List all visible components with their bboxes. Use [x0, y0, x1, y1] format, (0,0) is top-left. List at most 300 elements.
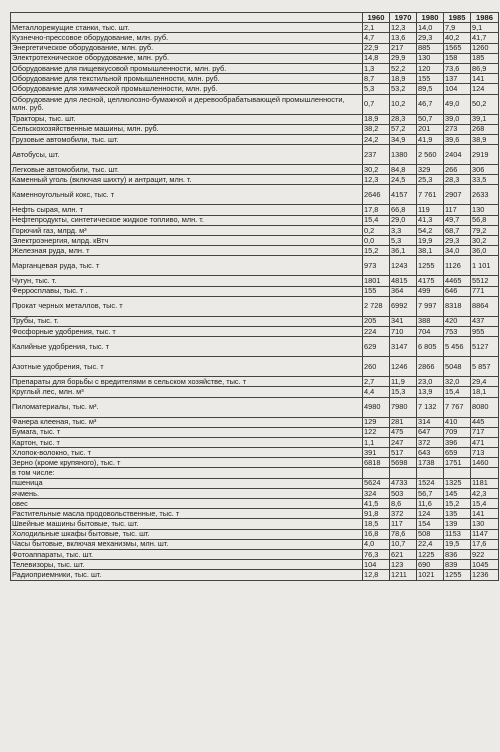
value-cell [363, 468, 390, 478]
value-cell: 19,5 [444, 539, 471, 549]
value-cell: 50,7 [417, 114, 444, 124]
value-cell: 388 [417, 316, 444, 326]
row-label: Холодильные шкафы бытовые, тыс. шт. [11, 529, 363, 539]
value-cell: 7 132 [417, 397, 444, 417]
value-cell: 341 [390, 316, 417, 326]
row-label: Нефтепродукты, синтетическое жидкое топливо, млн. т. [11, 215, 363, 225]
value-cell: 6992 [390, 296, 417, 316]
value-cell: 4,0 [363, 539, 390, 549]
value-cell: 89,5 [417, 84, 444, 94]
value-cell: 120 [417, 63, 444, 73]
value-cell: 646 [444, 286, 471, 296]
table-row [11, 53, 499, 63]
value-cell: 8,7 [363, 74, 390, 84]
table-row [11, 316, 499, 326]
value-cell: 42,3 [471, 488, 499, 498]
table-row [11, 357, 499, 377]
value-cell: 145 [444, 488, 471, 498]
table-row [11, 458, 499, 468]
value-cell: 1738 [417, 458, 444, 468]
value-cell: 8318 [444, 296, 471, 316]
table-row [11, 205, 499, 215]
value-cell: 5512 [471, 276, 499, 286]
row-label: Электротехническое оборудование, млн. руб. [11, 53, 363, 63]
row-label: Картон, тыс. т [11, 437, 363, 447]
value-cell: 84,8 [390, 165, 417, 175]
value-cell: 29,9 [390, 53, 417, 63]
value-cell: 11,9 [390, 377, 417, 387]
value-cell: 690 [417, 560, 444, 570]
value-cell: 78,6 [390, 529, 417, 539]
table-row [11, 488, 499, 498]
value-cell: 4733 [390, 478, 417, 488]
value-cell: 117 [390, 519, 417, 529]
value-cell: 34,0 [444, 246, 471, 256]
value-cell: 28,3 [444, 175, 471, 185]
value-cell: 1246 [390, 357, 417, 377]
table-row [11, 236, 499, 246]
table-row [11, 539, 499, 549]
row-label: Грузовые автомобили, тыс. шт. [11, 134, 363, 144]
value-cell: 141 [471, 509, 499, 519]
value-cell: 54,2 [417, 225, 444, 235]
value-cell: 471 [471, 437, 499, 447]
value-cell: 4,7 [363, 33, 390, 43]
value-cell: 9,1 [471, 23, 499, 33]
value-cell [417, 468, 444, 478]
value-cell: 5127 [471, 337, 499, 357]
row-label: Бумага, тыс. т [11, 427, 363, 437]
value-cell: 32,0 [444, 377, 471, 387]
value-cell: 13,9 [417, 387, 444, 397]
value-cell: 68,7 [444, 225, 471, 235]
value-cell: 268 [471, 124, 499, 134]
value-cell: 130 [471, 205, 499, 215]
value-cell: 18,9 [363, 114, 390, 124]
value-cell: 33,5 [471, 175, 499, 185]
value-cell: 41,5 [363, 499, 390, 509]
table-row [11, 145, 499, 165]
table-row [11, 397, 499, 417]
table-row [11, 387, 499, 397]
value-cell: 154 [417, 519, 444, 529]
row-label: Трубы, тыс. т. [11, 316, 363, 326]
row-label: в том числе: [11, 468, 363, 478]
value-cell: 2919 [471, 145, 499, 165]
value-cell: 10,2 [390, 94, 417, 114]
value-cell: 29,3 [417, 33, 444, 43]
value-cell: 104 [444, 84, 471, 94]
value-cell: 955 [471, 326, 499, 336]
value-cell: 329 [417, 165, 444, 175]
value-cell: 38,2 [363, 124, 390, 134]
value-cell: 12,8 [363, 570, 390, 580]
value-cell: 5624 [363, 478, 390, 488]
value-cell: 6818 [363, 458, 390, 468]
value-cell: 1460 [471, 458, 499, 468]
table-row [11, 225, 499, 235]
value-cell: 1021 [417, 570, 444, 580]
value-cell: 91,8 [363, 509, 390, 519]
table-row [11, 549, 499, 559]
value-cell: 217 [390, 43, 417, 53]
value-cell: 0,7 [363, 94, 390, 114]
value-cell: 18,5 [363, 519, 390, 529]
value-cell: 503 [390, 488, 417, 498]
value-cell: 52,2 [390, 63, 417, 73]
table-row [11, 499, 499, 509]
value-cell: 137 [444, 74, 471, 84]
row-label: Оборудование для химической промышленности, млн. руб. [11, 84, 363, 94]
table-row [11, 296, 499, 316]
table-row [11, 509, 499, 519]
value-cell: 73,6 [444, 63, 471, 73]
value-cell: 17,6 [471, 539, 499, 549]
value-cell: 2 560 [417, 145, 444, 165]
row-label: Марганцевая руда, тыс. т [11, 256, 363, 276]
value-cell: 11,6 [417, 499, 444, 509]
value-cell: 1243 [390, 256, 417, 276]
year-header: 1985 [444, 13, 471, 23]
value-cell: 15,4 [363, 215, 390, 225]
table-row [11, 23, 499, 33]
value-cell: 973 [363, 256, 390, 276]
row-label: Нефть сырая, млн. т [11, 205, 363, 215]
value-cell: 5,3 [390, 236, 417, 246]
value-cell: 36,0 [471, 246, 499, 256]
value-cell [471, 468, 499, 478]
value-cell: 30,2 [471, 236, 499, 246]
value-cell: 135 [444, 509, 471, 519]
value-cell: 86,9 [471, 63, 499, 73]
value-cell: 5698 [390, 458, 417, 468]
value-cell: 41,9 [417, 134, 444, 144]
row-label: Препараты для борьбы с вредителями в сельском хозяйстве, тыс. т [11, 377, 363, 387]
table-row [11, 63, 499, 73]
value-cell: 39,0 [444, 114, 471, 124]
value-cell: 46,7 [417, 94, 444, 114]
value-cell: 76,3 [363, 549, 390, 559]
value-cell: 1751 [444, 458, 471, 468]
value-cell: 508 [417, 529, 444, 539]
table-row [11, 185, 499, 205]
production-table [10, 12, 499, 581]
value-cell: 0,2 [363, 225, 390, 235]
value-cell: 139 [444, 519, 471, 529]
row-label: Кузнечно-прессовое оборудование, млн. руб. [11, 33, 363, 43]
table-row [11, 74, 499, 84]
value-cell: 710 [390, 326, 417, 336]
table-row [11, 165, 499, 175]
row-label: Каменный уголь (включая шихту) и антрацит, млн. т. [11, 175, 363, 185]
value-cell: 2 728 [363, 296, 390, 316]
year-header: 1970 [390, 13, 417, 23]
table-row [11, 570, 499, 580]
value-cell: 15,4 [444, 387, 471, 397]
value-cell: 1325 [444, 478, 471, 488]
value-cell: 836 [444, 549, 471, 559]
row-label: Часы бытовые, включая механизмы, млн. шт. [11, 539, 363, 549]
value-cell: 15,4 [471, 499, 499, 509]
value-cell: 15,2 [363, 246, 390, 256]
table-row [11, 94, 499, 114]
value-cell: 7 767 [444, 397, 471, 417]
value-cell: 4980 [363, 397, 390, 417]
value-cell: 1181 [471, 478, 499, 488]
value-cell: 14,8 [363, 53, 390, 63]
value-cell: 273 [444, 124, 471, 134]
value-cell: 1255 [444, 570, 471, 580]
value-cell: 155 [363, 286, 390, 296]
value-cell: 155 [417, 74, 444, 84]
value-cell: 30,2 [363, 165, 390, 175]
row-label: овес [11, 499, 363, 509]
value-cell: 29,0 [390, 215, 417, 225]
value-cell: 28,3 [390, 114, 417, 124]
value-cell: 517 [390, 448, 417, 458]
value-cell: 7 997 [417, 296, 444, 316]
value-cell: 475 [390, 427, 417, 437]
value-cell: 445 [471, 417, 499, 427]
table-row [11, 437, 499, 447]
row-label: Оборудование для лесной, целлюлозно-бумажной и деревообрабатывающей промышленности, млн. руб. [11, 94, 363, 114]
table-row [11, 448, 499, 458]
year-header: 1960 [363, 13, 390, 23]
row-label: Азотные удобрения, тыс. т [11, 357, 363, 377]
table-row [11, 256, 499, 276]
value-cell: 7 761 [417, 185, 444, 205]
value-cell: 39,1 [471, 114, 499, 124]
value-cell: 709 [444, 427, 471, 437]
table-row [11, 478, 499, 488]
row-label: Хлопок-волокно, тыс. т [11, 448, 363, 458]
value-cell: 1147 [471, 529, 499, 539]
row-label: Горючий газ, млрд. м³ [11, 225, 363, 235]
value-cell: 3147 [390, 337, 417, 357]
value-cell: 1565 [444, 43, 471, 53]
value-cell: 1,1 [363, 437, 390, 447]
value-cell: 266 [444, 165, 471, 175]
value-cell: 18,9 [390, 74, 417, 84]
row-label: пшеница [11, 478, 363, 488]
value-cell: 647 [417, 427, 444, 437]
value-cell: 205 [363, 316, 390, 326]
value-cell: 185 [471, 53, 499, 63]
row-label: Ферросплавы, тыс. т . [11, 286, 363, 296]
value-cell: 5 857 [471, 357, 499, 377]
value-cell: 2907 [444, 185, 471, 205]
value-cell: 8080 [471, 397, 499, 417]
value-cell: 4465 [444, 276, 471, 286]
value-cell: 391 [363, 448, 390, 458]
value-cell: 25,3 [417, 175, 444, 185]
value-cell: 1801 [363, 276, 390, 286]
value-cell: 4815 [390, 276, 417, 286]
row-label: Каменноугольный кокс, тыс. т [11, 185, 363, 205]
value-cell: 372 [417, 437, 444, 447]
row-label: Оборудование для пищевкусовой промышленности, млн. руб. [11, 63, 363, 73]
table-row [11, 377, 499, 387]
value-cell: 372 [390, 509, 417, 519]
value-cell: 1,3 [363, 63, 390, 73]
table-row [11, 560, 499, 570]
value-cell: 4157 [390, 185, 417, 205]
row-label: Электроэнергия, млрд. кВтч [11, 236, 363, 246]
value-cell: 437 [471, 316, 499, 326]
row-label: Железная руда, млн. т [11, 246, 363, 256]
table-row [11, 519, 499, 529]
table-row [11, 124, 499, 134]
value-cell: 15,2 [444, 499, 471, 509]
value-cell: 4175 [417, 276, 444, 286]
value-cell: 2866 [417, 357, 444, 377]
value-cell: 119 [417, 205, 444, 215]
table-row [11, 468, 499, 478]
row-label: Круглый лес, млн. м³ [11, 387, 363, 397]
row-label: Чугун, тыс. т. [11, 276, 363, 286]
value-cell: 5048 [444, 357, 471, 377]
value-cell: 129 [363, 417, 390, 427]
value-cell: 281 [390, 417, 417, 427]
value-cell: 2646 [363, 185, 390, 205]
value-cell: 8864 [471, 296, 499, 316]
value-cell: 124 [471, 84, 499, 94]
value-cell: 1524 [417, 478, 444, 488]
value-cell: 771 [471, 286, 499, 296]
value-cell: 396 [444, 437, 471, 447]
table-row [11, 337, 499, 357]
table-row [11, 417, 499, 427]
value-cell: 49,7 [444, 215, 471, 225]
table-row [11, 246, 499, 256]
value-cell: 122 [363, 427, 390, 437]
value-cell: 0,0 [363, 236, 390, 246]
value-cell: 717 [471, 427, 499, 437]
row-label: Тракторы, тыс. шт. [11, 114, 363, 124]
value-cell: 324 [363, 488, 390, 498]
value-cell: 643 [417, 448, 444, 458]
value-cell: 1255 [417, 256, 444, 276]
value-cell: 29,3 [444, 236, 471, 246]
value-cell: 7,9 [444, 23, 471, 33]
value-cell: 56,8 [471, 215, 499, 225]
value-cell: 2,7 [363, 377, 390, 387]
value-cell: 36,1 [390, 246, 417, 256]
value-cell: 130 [417, 53, 444, 63]
value-cell: 124 [417, 509, 444, 519]
value-cell: 23,0 [417, 377, 444, 387]
header-label-cell [11, 13, 363, 23]
value-cell: 38,1 [417, 246, 444, 256]
value-cell: 306 [471, 165, 499, 175]
table-row [11, 175, 499, 185]
value-cell: 22,9 [363, 43, 390, 53]
value-cell: 260 [363, 357, 390, 377]
value-cell: 13,6 [390, 33, 417, 43]
row-label: Телевизоры, тыс. шт. [11, 560, 363, 570]
value-cell: 123 [390, 560, 417, 570]
value-cell: 1236 [471, 570, 499, 580]
table-row [11, 114, 499, 124]
row-label: Радиоприемники, тыс. шт. [11, 570, 363, 580]
value-cell: 2404 [444, 145, 471, 165]
value-cell: 117 [444, 205, 471, 215]
header-row [11, 13, 499, 23]
value-cell: 12,3 [390, 23, 417, 33]
value-cell: 104 [363, 560, 390, 570]
value-cell: 922 [471, 549, 499, 559]
value-cell: 2,1 [363, 23, 390, 33]
value-cell: 4,4 [363, 387, 390, 397]
value-cell: 5,3 [363, 84, 390, 94]
value-cell: 247 [390, 437, 417, 447]
row-label: Автобусы, шт. [11, 145, 363, 165]
value-cell: 1225 [417, 549, 444, 559]
value-cell: 18,1 [471, 387, 499, 397]
value-cell: 753 [444, 326, 471, 336]
value-cell: 1 101 [471, 256, 499, 276]
value-cell: 314 [417, 417, 444, 427]
value-cell: 39,6 [444, 134, 471, 144]
value-cell: 839 [444, 560, 471, 570]
row-label: Фосфорные удобрения, тыс. т [11, 326, 363, 336]
value-cell: 1260 [471, 43, 499, 53]
value-cell: 16,8 [363, 529, 390, 539]
value-cell: 130 [471, 519, 499, 529]
value-cell: 29,4 [471, 377, 499, 387]
year-header: 1980 [417, 13, 444, 23]
value-cell: 158 [444, 53, 471, 63]
value-cell: 1126 [444, 256, 471, 276]
value-cell: 1045 [471, 560, 499, 570]
value-cell: 224 [363, 326, 390, 336]
value-cell: 1153 [444, 529, 471, 539]
value-cell: 24,2 [363, 134, 390, 144]
table-row [11, 215, 499, 225]
value-cell: 8,6 [390, 499, 417, 509]
table-row [11, 43, 499, 53]
row-label: Оборудование для текстильной промышленности, млн. руб. [11, 74, 363, 84]
row-label: Калийные удобрения, тыс. т [11, 337, 363, 357]
table-row [11, 326, 499, 336]
value-cell: 10,7 [390, 539, 417, 549]
value-cell: 237 [363, 145, 390, 165]
value-cell: 141 [471, 74, 499, 84]
table-row [11, 286, 499, 296]
value-cell: 420 [444, 316, 471, 326]
row-label: ячмень. [11, 488, 363, 498]
year-header: 1986 [471, 13, 499, 23]
value-cell: 629 [363, 337, 390, 357]
value-cell: 19,9 [417, 236, 444, 246]
value-cell: 6 805 [417, 337, 444, 357]
row-label: Фанера клееная, тыс. м³ [11, 417, 363, 427]
row-label: Сельскохозяйственные машины, млн. руб. [11, 124, 363, 134]
value-cell: 56,7 [417, 488, 444, 498]
value-cell: 3,3 [390, 225, 417, 235]
value-cell: 12,3 [363, 175, 390, 185]
table-row [11, 276, 499, 286]
value-cell: 201 [417, 124, 444, 134]
value-cell: 15,3 [390, 387, 417, 397]
table-row [11, 529, 499, 539]
value-cell: 659 [444, 448, 471, 458]
value-cell: 41,7 [471, 33, 499, 43]
value-cell: 79,2 [471, 225, 499, 235]
value-cell: 41,3 [417, 215, 444, 225]
table-row [11, 33, 499, 43]
row-label: Металлорежущие станки, тыс. шт. [11, 23, 363, 33]
